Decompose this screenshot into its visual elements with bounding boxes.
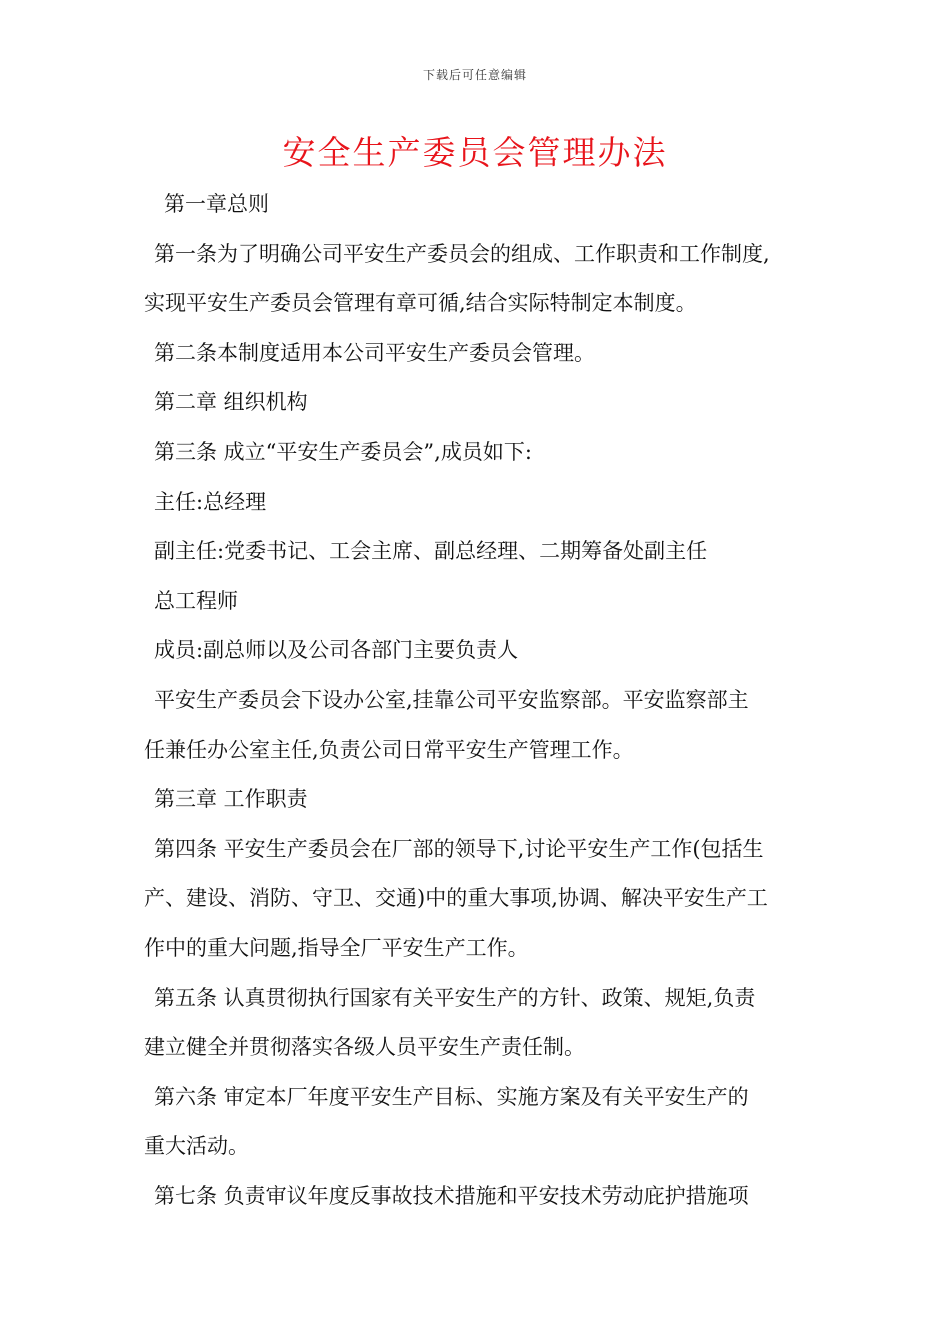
member-line: 副主任:党委书记、工会主席、副总经理、二期筹备处副主任 [154, 539, 708, 564]
page-header-note: 下载后可任意编辑 [422, 68, 527, 82]
article-line: 第四条 平安生产委员会在厂部的领导下,讨论平安生产工作(包括生 [154, 836, 764, 861]
document-body [144, 180, 812, 1221]
article-line-continued: 产、建设、消防、守卫、交通)中的重大事项,协调、解决平安生产工 [144, 886, 768, 911]
body-paragraph-line-continued: 任兼任办公室主任,负责公司日常平安生产管理工作。 [144, 737, 634, 762]
chapter-heading: 第一章总则 [164, 192, 269, 216]
member-line: 成员:副总师以及公司各部门主要负责人 [154, 638, 519, 663]
article-line: 第六条 审定本厂年度平安生产目标、实施方案及有关平安生产的 [154, 1084, 749, 1109]
member-line: 主任:总经理 [154, 489, 267, 514]
article-line: 第二条本制度适用本公司平安生产委员会管理。 [154, 340, 595, 365]
member-line: 总工程师 [154, 588, 238, 613]
article-line: 第七条 负责审议年度反事故技术措施和平安技术劳动庇护措施项 [154, 1183, 749, 1208]
article-line: 第三条 成立“平安生产委员会”,成员如下: [154, 439, 532, 464]
article-line: 第五条 认真贯彻执行国家有关平安生产的方针、政策、规矩,负责 [154, 985, 756, 1010]
article-line: 第一条为了明确公司平安生产委员会的组成、工作职责和工作制度, [154, 241, 770, 266]
body-paragraph-line: 平安生产委员会下设办公室,挂靠公司平安监察部。平安监察部主 [154, 687, 749, 712]
document-title: 安全生产委员会管理办法 [282, 133, 668, 172]
article-line-continued: 建立健全并贯彻落实各级人员平安生产责任制。 [144, 1035, 585, 1060]
article-line-continued: 重大活动。 [144, 1134, 249, 1159]
article-line-continued: 作中的重大问题,指导全厂平安生产工作。 [144, 935, 529, 960]
chapter-heading: 第三章 工作职责 [154, 787, 308, 812]
chapter-heading: 第二章 组织机构 [154, 390, 308, 415]
article-line-continued: 实现平安生产委员会管理有章可循,结合实际特制定本制度。 [144, 291, 697, 316]
